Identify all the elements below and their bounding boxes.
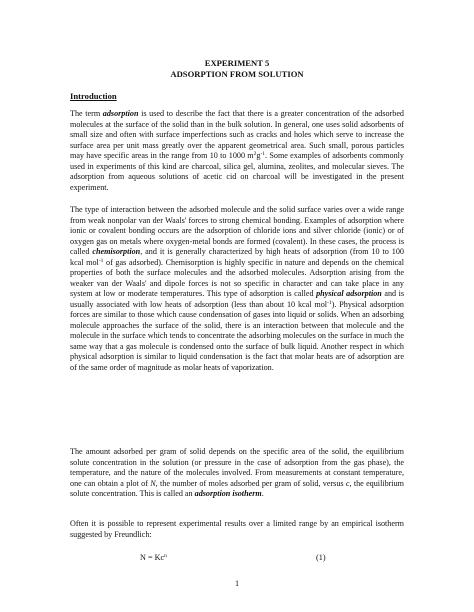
page-number: 1 bbox=[234, 579, 240, 588]
section-heading: Introduction bbox=[70, 91, 117, 101]
experiment-number: EXPERIMENT 5 bbox=[204, 58, 270, 68]
equation-body: $N = Kc^n$ bbox=[140, 553, 167, 562]
equation-number: (1) bbox=[316, 553, 326, 562]
paragraph-isotherm: The amount adsorbed per gram of solid depends on the specific area of the solid, the equilibrium solute concentration in the solution (or pressure in the case of adsorption from the gas phase), the temperature, and the nature of the molecules involved. From measurements at constant temperature, one can obtain a plot of N, the number of moles adsorbed per gram of solid, versus c, the equilibrium solute concentration. This is called an adsorption isotherm. bbox=[70, 447, 404, 498]
paragraph-freundlich: Often it is possible to represent experimental results over a limited range by an empirical isotherm suggested by Freundlich: bbox=[70, 519, 404, 539]
paragraph-interaction-types: The type of interaction between the adsorbed molecule and the solid surface varies over a wide range from weak nonpolar van der Waals' forces to strong chemical bonding. Examples of adsorption where ionic or covalent bonding occurs are the adsorption of chloride ions and silver chloride (ionic) or of oxygen gas on metals where oxygen-metal bonds are formed (covalent). In these cases, the process is called chemisorption, and it is generally characterized by high heats of adsorption (from 10 to 100 kcal mol$^{-1}$ of gas adsorbed). Chemisorption is highly specific in nature and depends on the chemical properties of both the surface molecules and the adsorbed molecules. Adsorption arising from the weaker van der Waals' and dipole forces is not so specific in character and can take place in any system at low or moderate temperatures. This type of adsorption is called physical adsorption and is usually associated with low heats of adsorption (less than about 10 kcal mol$^{-1}$). Physical adsorption forces are similar to those which cause condensation of gases into liquid or solids. When an adsorbing molecule approaches the surface of the solid, there is an interaction between that molecule and the molecule in the surface which tends to concentrate the adsorbing molecules on the surface in much the same way that a gas molecule is condensed onto the surface of bulk liquid. Another respect in which physical adsorption is similar to liquid condensation is the fact that molar heats are of adsorption are of the same order of magnitude as molar heats of vaporization. bbox=[70, 205, 405, 372]
paragraph-definition: The term adsorption is used to describe the fact that there is a greater concentration of the adsorbed molecules at the surface of the solid than in the bulk solution. In general, one uses solid adsorbents of small size and often with surface imperfections such as cracks and holes which serve to increase the surface area per unit mass greatly over the apparent geometrical area. Such small, porous particles may have specific areas in the range from 10 to 1000 $m^2g^{-1}$. Some examples of adsorbents commonly used in experiments of this kind are charcoal, silica gel, alumina, zeolites, and molecular sieves. The adsorption from aqueous solutions of acetic cid on charcoal will be investigated in the present experiment. bbox=[70, 109, 404, 192]
experiment-title: ADSORPTION FROM SOLUTION bbox=[170, 69, 304, 79]
